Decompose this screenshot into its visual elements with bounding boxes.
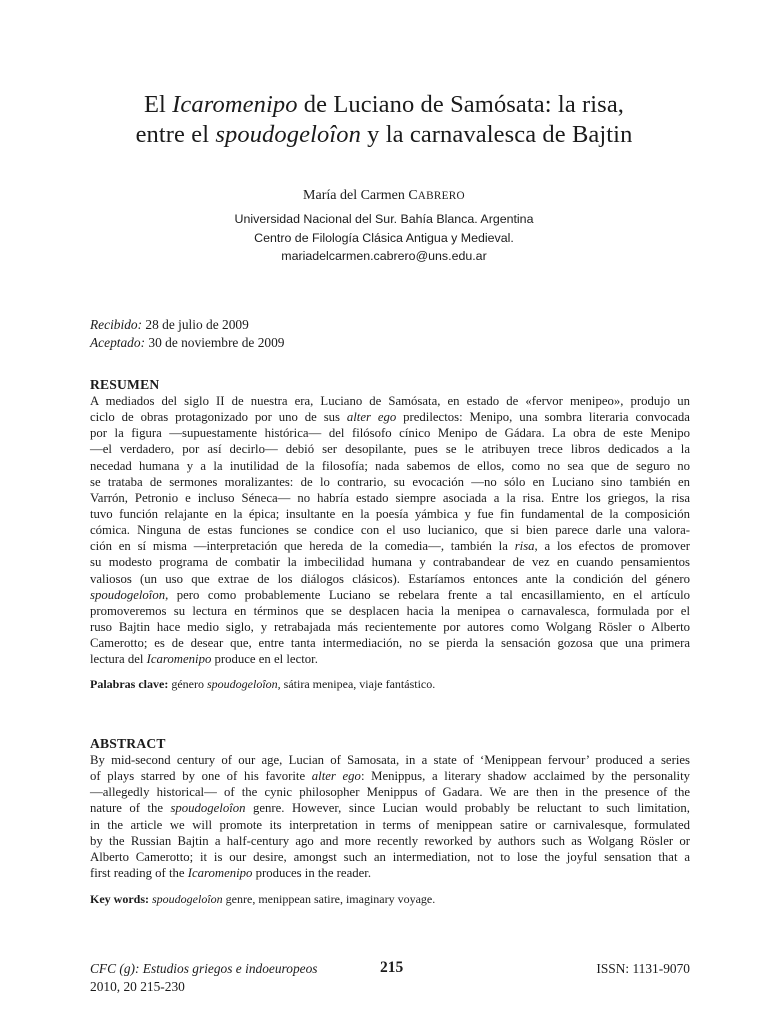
resumen-line: por la figura —supuestamente histórica— del filósofo cínico Menipo de Gádara. La obra de este Menipo [90, 426, 690, 441]
resumen-line: tuvo función relajante en la épica; insultante en la poesía yámbica y fue fin fundamental de la composición [90, 506, 690, 521]
resumen-line: se trataba de sermones moralizantes: de lo contrario, su evocación —no sólo en Luciano sino también en [90, 474, 690, 489]
abstract-line: —allegedly historical— of the cynic philosopher Menippus of Gadara. We are then in the presence of the [90, 785, 690, 800]
resumen-line: promoveremos su lectura en términos que se desplacen hacia la menipea o carnavalesca, formulada por el [90, 603, 690, 618]
submission-dates [90, 316, 284, 351]
resumen-line: lectura del Icaromenipo produce en el lector. [90, 652, 318, 667]
resumen-line: ciclo de obras protagonizado por uno de sus alter ego predilectos: Menipo, una sombra literaria convocada [90, 410, 690, 425]
abstract-line: by the Russian Bajtin a half-century ago and more recently reworked by authors such as Wolgang Rösler or [90, 833, 690, 848]
affiliation-centre: Centro de Filología Clásica Antigua y Medieval. [254, 230, 514, 245]
resumen-line: necedad humana y a la inutilidad de la filosofía; nada sabemos de ellos, como no sea que de seguro no [90, 458, 690, 473]
resumen-line: spoudogeloîon, pero como probablemente Luciano se rebelara frente a tal encasillamiento, en el artículo [90, 587, 690, 602]
author-affiliation [0, 210, 768, 266]
title-line-2: entre el spoudogeloîon y la carnavalesca de Bajtin [135, 121, 633, 148]
resumen-line: A mediados del siglo II de nuestra era, Luciano de Samósata, en estado de «fervor menipeo», produjo un [90, 394, 690, 408]
abstract-line: of plays starred by one of his favorite alter ego: Menippus, a literary shadow acclaimed by the personality [90, 769, 690, 784]
abstract-heading: ABSTRACT [90, 736, 166, 751]
resumen-text [90, 393, 690, 667]
resumen-line: ruso Bajtin hace medio siglo, y retrabajada más recientemente por autores como Wolgang Rösler o Alberto [90, 619, 690, 634]
affiliation-university: Universidad Nacional del Sur. Bahía Blanca. Argentina [234, 212, 534, 226]
accepted-date: Aceptado: 30 de noviembre de 2009 [90, 334, 285, 350]
key-words: Key words: spoudogeloîon genre, menippean satire, imaginary voyage. [90, 892, 436, 906]
author-name: María del Carmen CABRERO [303, 188, 465, 203]
resumen-line: Varrón, Petronio e incluso Séneca— no habría estado siempre asociada a la risa. Entre los griegos, la risa [90, 490, 690, 505]
abstract-text [90, 752, 690, 881]
page-number: 215 [380, 959, 404, 976]
author-email[interactable]: mariadelcarmen.cabrero@uns.edu.ar [281, 249, 487, 263]
abstract-line: nature of the spoudogeloîon genre. However, since Lucian would probably be reluctant to such limitation, [90, 801, 690, 816]
resumen-line: su modesto programa de combatir la imbecilidad humana y contrabandear de vez en cuando pensamientos [90, 555, 690, 570]
received-date: Recibido: 28 de julio de 2009 [90, 317, 249, 332]
abstract-line: Alberto Camerotto; it is our desire, amongst such an intermediation, not to lose the joyful sensation that a [90, 849, 690, 864]
article-title [40, 90, 728, 150]
abstract-line: By mid-second century of our age, Lucian of Samosata, in a state of ‘Menippean fervour’ produced a series [90, 753, 690, 767]
resumen-line: cómica. Ninguna de estas funciones se condice con el uso lucianico, que si bien parece darle una valora- [90, 523, 690, 538]
journal-volume: 2010, 20 215-230 [90, 978, 185, 994]
issn: ISSN: 1131-9070 [596, 961, 690, 976]
resumen-line: valiosos (un uso que extrae de los diálogos clásicos). Estaríamos entonces ante la condición del género [90, 571, 690, 586]
journal-name: CFC (g): Estudios griegos e indoeuropeos [90, 961, 318, 976]
resumen-line: Camerotto; es de desear que, entre tanta intermediación, no se pierda la sensación gozosa que una primera [90, 636, 690, 651]
palabras-clave: Palabras clave: género spoudogeloîon, sátira menipea, viaje fantástico. [90, 677, 436, 691]
resumen-line: —el verdadero, por así decirlo— debió ser desopilante, pues se le atribuyen trece libros dedicados a la [90, 442, 690, 457]
resumen-line: ción en sí misma —interpretación que hereda de la comedia—, también la risa, a los efectos de promover [90, 539, 690, 554]
abstract-line: first reading of the Icaromenipo produces in the reader. [90, 865, 372, 880]
title-line-1: El Icaromenipo de Luciano de Samósata: la risa, [143, 91, 625, 118]
resumen-heading: RESUMEN [90, 377, 160, 392]
abstract-line: in the article we will promote its interpretation in terms of menippean satire or carnivalesque, formulated [90, 817, 690, 832]
